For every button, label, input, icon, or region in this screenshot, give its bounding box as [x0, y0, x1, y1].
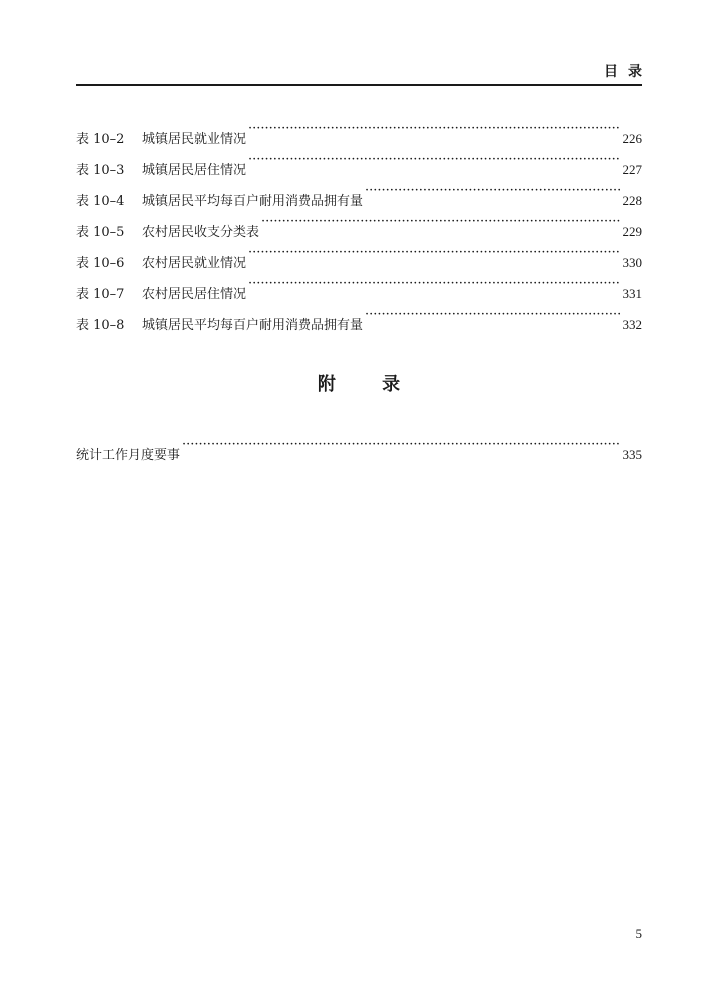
dot-leader [248, 245, 620, 267]
dot-leader [248, 276, 620, 298]
toc-entry-page: 226 [622, 131, 642, 146]
toc-entry-title: 农村居民就业情况 [142, 256, 247, 271]
toc-entry-number: 表 10–6 [76, 256, 125, 271]
toc-entry[interactable] [76, 245, 642, 276]
dot-leader [365, 183, 620, 205]
appendix-entry-page: 335 [622, 447, 642, 462]
toc-entry-number: 表 10–4 [76, 194, 125, 209]
toc-entry-title: 城镇居民平均每百户耐用消费品拥有量 [142, 194, 364, 209]
toc-entry-title: 城镇居民平均每百户耐用消费品拥有量 [142, 318, 364, 333]
dot-leader [248, 121, 620, 143]
toc-entry-page: 228 [622, 193, 642, 208]
toc-entry-number: 表 10–8 [76, 318, 125, 333]
toc-entry-title: 农村居民居住情况 [142, 287, 247, 302]
dot-leader [365, 307, 620, 329]
toc-entry[interactable] [76, 276, 642, 307]
toc-entry[interactable] [76, 214, 642, 245]
appendix-entry[interactable] [76, 437, 642, 468]
appendix-heading [0, 372, 718, 398]
toc-entry[interactable] [76, 307, 642, 338]
header-rule [76, 84, 642, 86]
toc-entry-page: 331 [622, 286, 642, 301]
toc-entry-number: 表 10–7 [76, 287, 125, 302]
dot-leader [248, 152, 620, 174]
toc-entry-number: 表 10–2 [76, 132, 125, 147]
toc-entry-page: 227 [622, 162, 642, 177]
toc-entry-number: 表 10–3 [76, 163, 125, 178]
page-number: 5 [635, 926, 642, 941]
toc-entry-page: 229 [622, 224, 642, 239]
appendix-heading-char: 录 [382, 374, 401, 395]
toc-entry-page: 330 [622, 255, 642, 270]
toc-entry[interactable] [76, 183, 642, 214]
toc-entry[interactable] [76, 121, 642, 152]
toc-entry-title: 城镇居民居住情况 [142, 163, 247, 178]
table-of-contents [76, 121, 642, 338]
appendix-heading-char: 附 [317, 374, 336, 395]
toc-entry-title: 农村居民收支分类表 [142, 225, 260, 240]
header-title: 目录 [604, 64, 652, 80]
toc-entry-title: 城镇居民就业情况 [142, 132, 247, 147]
appendix-list [76, 437, 642, 468]
toc-entry[interactable] [76, 152, 642, 183]
dot-leader [182, 437, 620, 459]
toc-entry-page: 332 [622, 317, 642, 332]
toc-entry-number: 表 10–5 [76, 225, 125, 240]
dot-leader [261, 214, 620, 236]
appendix-entry-title: 统计工作月度要事 [76, 448, 181, 463]
